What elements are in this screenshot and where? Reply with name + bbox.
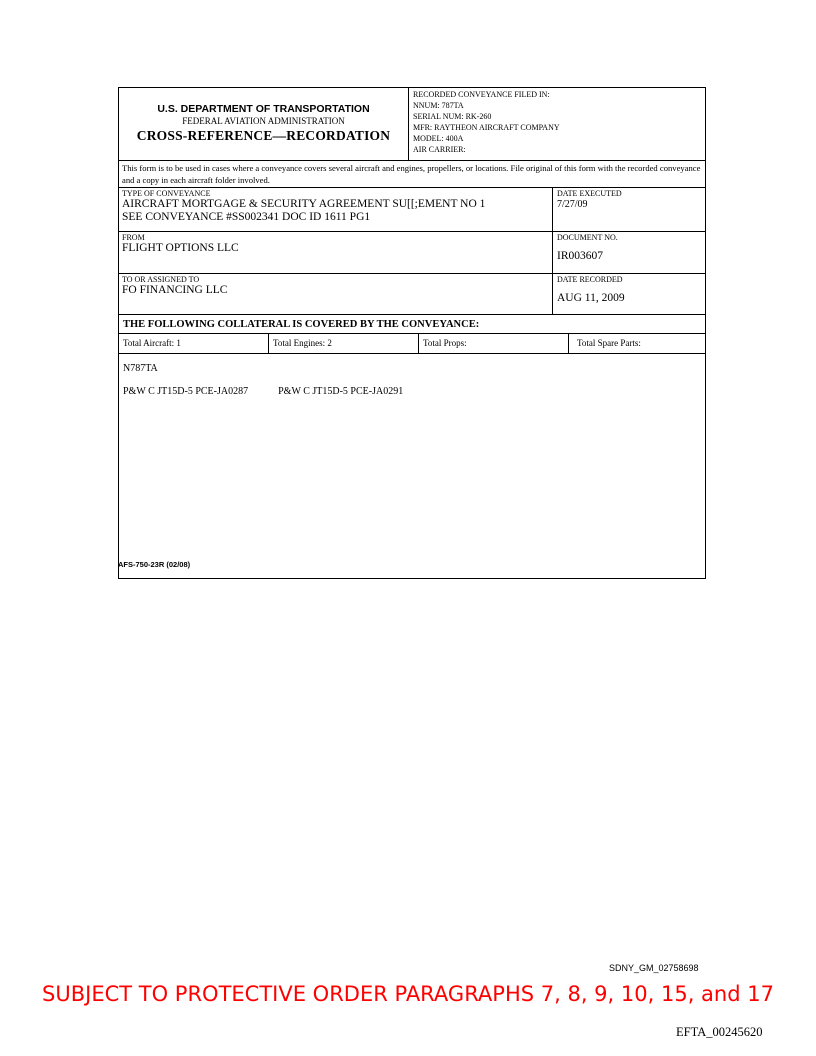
bates-number: SDNY_GM_02758698: [609, 963, 699, 973]
conveyance-row: [119, 188, 705, 232]
recorded-line: MFR: RAYTHEON AIRCRAFT COMPANY: [413, 123, 560, 132]
aircraft-registration: N787TA: [123, 363, 158, 374]
recorded-conveyance-block: [409, 88, 705, 160]
total-props: Total Props:: [419, 334, 569, 353]
engine-item: P&W C JT15D-5 PCE-JA0287: [123, 386, 249, 397]
recorded-line: MODEL: 400A: [413, 134, 464, 143]
form-title: CROSS-REFERENCE—RECORDATION: [136, 128, 391, 143]
date-recorded-value: AUG 11, 2009: [557, 292, 625, 304]
field-label: DOCUMENT NO.: [557, 233, 618, 242]
from-row: [119, 232, 705, 274]
assignee-row: [119, 274, 705, 315]
agency-name: FEDERAL AVIATION ADMINISTRATION: [182, 116, 345, 126]
recorded-line: RECORDED CONVEYANCE FILED IN:: [413, 90, 550, 99]
efta-number: EFTA_00245620: [676, 1025, 763, 1039]
assignee-value: FO FINANCING LLC: [122, 284, 228, 296]
field-label: TYPE OF CONVEYANCE: [122, 189, 211, 198]
field-label: DATE RECORDED: [557, 275, 623, 284]
field-label: DATE EXECUTED: [557, 189, 622, 198]
total-aircraft: Total Aircraft: 1: [119, 334, 269, 353]
date-executed: [553, 188, 705, 231]
form-header: [119, 88, 705, 161]
recorded-line: SERIAL NUM: RK-260: [413, 112, 492, 121]
document-no-field: [553, 232, 705, 273]
engine-item: P&W C JT15D-5 PCE-JA0291: [278, 386, 404, 397]
field-label: FROM: [122, 233, 145, 242]
recordation-form: [118, 87, 706, 579]
total-spare-parts: Total Spare Parts:: [577, 338, 641, 348]
totals-row: [119, 334, 705, 354]
form-title-block: [119, 88, 409, 160]
form-instructions: This form is to be used in cases where a conveyance covers several aircraft and engines, propellers, or locations. File original of this form with the recorded conveyance and a copy in each aircraft folder involved.: [119, 161, 705, 188]
document-no-value: IR003607: [557, 250, 603, 262]
from-value: FLIGHT OPTIONS LLC: [122, 242, 239, 254]
protective-order-notice: SUBJECT TO PROTECTIVE ORDER PARAGRAPHS 7, 8, 9, 10, 15, and 17: [42, 982, 774, 1006]
form-number: AFS-750-23R (02/08): [118, 560, 191, 569]
assignee-field: [119, 274, 553, 314]
date-recorded-field: [553, 274, 705, 314]
date-executed-value: 7/27/09: [557, 199, 588, 210]
collateral-list: [119, 354, 705, 578]
recorded-line: AIR CARRIER:: [413, 145, 466, 154]
from-field: [119, 232, 553, 273]
recorded-line: NNUM: 787TA: [413, 101, 464, 110]
total-engines: Total Engines: 2: [269, 334, 419, 353]
conveyance-reference: SEE CONVEYANCE #SS002341 DOC ID 1611 PG1: [122, 211, 371, 223]
field-label: TO OR ASSIGNED TO: [122, 275, 200, 284]
type-of-conveyance: [119, 188, 553, 231]
department-name: U.S. DEPARTMENT OF TRANSPORTATION: [157, 103, 370, 115]
collateral-heading: THE FOLLOWING COLLATERAL IS COVERED BY THE CONVEYANCE:: [119, 315, 705, 334]
conveyance-type-value: AIRCRAFT MORTGAGE & SECURITY AGREEMENT SU[[;EMENT NO 1: [122, 198, 486, 210]
engine-list: [123, 385, 701, 398]
